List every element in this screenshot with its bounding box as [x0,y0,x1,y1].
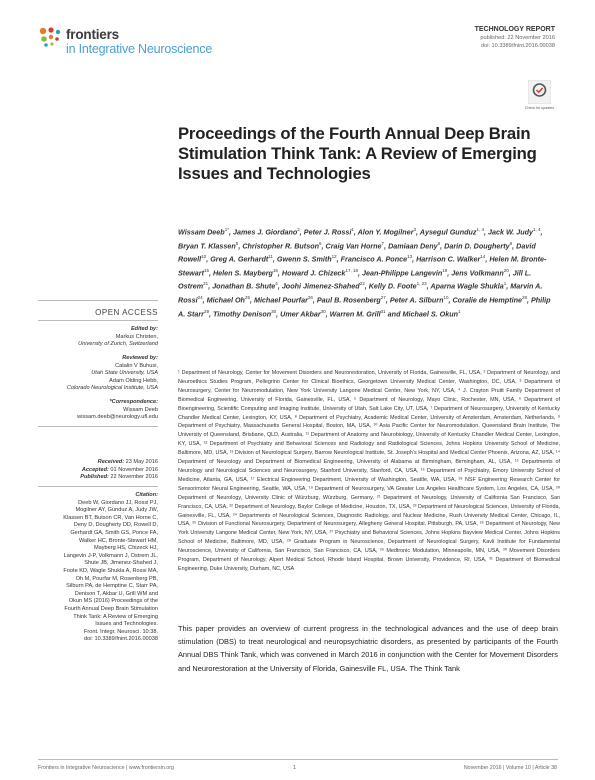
author-name[interactable]: Philip A. Starr [178,295,551,318]
author-name[interactable]: Coralie de Hemptine [452,295,522,305]
author-affil-ref: 6 [318,240,322,246]
citation-line: Fourth Annual Deep Brain Stimulation [64,605,158,612]
author-affil-ref: 14 [480,254,486,260]
author-affil-ref: 10 [443,294,449,300]
check-for-updates-icon[interactable] [528,80,551,104]
received-label: Received: [97,459,125,465]
author-name[interactable]: Jill L. Ostrem [178,268,532,291]
correspondence-block [38,399,158,422]
page-number: 1 [293,765,297,771]
author-affil-ref: 27 [380,294,386,300]
published-date: published: 22 November 2016 [480,35,555,41]
author-affil-ref: 30 [271,308,277,314]
author-affil-ref: 19 [442,267,448,273]
accepted-date: 01 November 2016 [110,466,158,473]
author-name[interactable]: Michael S. Okun [402,308,458,318]
citation-line: Mayberg HS, Chizeck HJ, [93,545,158,552]
reviewed-by-label: Reviewed by: [122,355,158,361]
author-name[interactable]: Michael Oh [206,295,245,305]
author-name[interactable]: Jean-Philippe Langevin [361,268,443,278]
author-name[interactable]: Marvin A. Rossi [178,281,543,305]
open-access-label: OPEN ACCESS [95,308,158,317]
journal-name: in Integrative Neuroscience [66,42,213,56]
author-name[interactable]: Umer Akbar [280,308,321,318]
author-name[interactable]: Jonathan B. Shute [212,281,276,291]
reviewer-affil: Colorado Neurological Institute, USA [66,385,158,392]
citation-block [38,492,158,644]
citation-line: Front. Integr. Neurosci. 10:38. [84,628,158,635]
dates-block [38,459,158,482]
author-affil-ref: 1, 4 [476,227,484,232]
citation-line: doi: 10.3389/fnint.2016.00038 [83,636,158,643]
author-affil-ref: 26 [307,294,313,300]
author-affil-ref: 1 [351,227,354,232]
author-affil-ref: 1 [458,308,461,314]
citation-line: Oh M, Pourfar M, Rosenberg PB, [75,575,158,582]
author-name[interactable]: Paul B. Rosenberg [316,295,381,305]
author-affil-ref: 10 [201,254,207,260]
author-name[interactable]: Jens Volkmann [451,268,504,278]
author-affil-ref: 28 [521,294,527,300]
author-affil-ref: 8 [437,240,441,246]
author-name[interactable]: Francisco A. Ponce [340,254,408,264]
author-name[interactable]: Christopher R. Butson [242,240,319,250]
citation-line: Denison T, Akbar U, Grill WM and [74,590,158,597]
editor-line: Markus Christen, [115,333,158,340]
author-name[interactable]: Alon Y. Mogilner [357,227,414,237]
citation-line: Shute JB, Jimenez-Shahed J, [84,560,158,567]
author-affil-ref: 1 [503,281,507,287]
received-date: 23 May 2016 [125,459,158,465]
author-name[interactable]: James J. Giordano [232,227,298,237]
reviewer-line: Catalin V Buhusi, [115,362,158,369]
doi[interactable]: doi: 10.3389/fnint.2016.00038 [480,43,555,49]
editor-affil: University of Zurich, Switzerland [78,341,158,348]
citation-line: Mogilner AY, Gunduz A, Judy JW, [75,507,158,514]
citation-text [38,500,158,644]
author-affil-ref: 9 [509,240,513,246]
edited-by-block [38,326,158,349]
citation-label: Citation: [135,492,158,498]
author-name[interactable]: Damiaan Deny [388,240,438,250]
author-affil-ref: 25 [244,294,250,300]
footer-divider [38,759,558,760]
author-name[interactable]: Darin D. Dougherty [444,240,510,250]
author-affil-ref: 31 [380,308,386,314]
author-name[interactable]: Greg A. Gerhardt [210,254,269,264]
author-name[interactable]: Gwenn S. Smith [276,254,332,264]
author-name[interactable]: Kelly D. Foote [368,281,417,291]
author-affil-ref: 15 [203,267,209,273]
article-title: Proceedings of the Fourth Annual Deep Brain Stimulation Think Tank: A Review of Emerging Issues and Technologies [178,124,537,183]
correspondence-label: *Correspondence: [109,399,158,405]
author-name[interactable]: Peter A. Silburn [389,295,444,305]
citation-line: Foote KD, Wagle Shukla A, Rossi MA, [63,567,158,574]
author-affil-ref: 20 [503,267,509,273]
author-name[interactable]: Michael Pourfar [253,295,308,305]
sidebar-divider [38,486,158,487]
author-affil-ref: 2 [297,227,300,232]
reviewer-line: Adam Olding Hebb, [109,377,158,384]
author-name[interactable]: Warren M. Grill [329,308,381,318]
author-affil-ref: 16 [272,267,278,273]
citation-line: Deeb W, Giordano JJ, Rossi PJ, [78,499,158,506]
author-name[interactable]: Timothy Denison [212,308,272,318]
sidebar-divider [38,320,158,321]
correspondence-name: Wissam Deeb [123,406,158,413]
frontiers-logo-icon [38,26,62,48]
author-name[interactable]: David Rowell [178,240,536,264]
author-affil-ref: 24 [197,294,203,300]
accepted-label: Accepted: [81,466,109,473]
check-for-updates-label: Check for updates [524,106,555,110]
citation-line: Gerhardt GA, Smith GS, Ponce FA, [70,529,158,536]
footer-issue: November 2016 | Volume 10 | Article 38 [463,765,557,771]
citation-line: Okun MS (2016) Proceedings of the [68,598,158,605]
citation-line: Klassen BT, Butson CR, Van Horne C, [63,514,158,521]
author-affil-ref: 13 [407,254,413,260]
author-affil-ref: 1, 23 [416,281,427,287]
footer-journal[interactable]: Frontiers in Integrative Neuroscience | www.frontiersin.org [38,765,174,771]
author-affil-ref: 29 [203,308,209,314]
author-name[interactable]: Aysegul Gunduz [419,227,477,237]
citation-line: Silburn PA, de Hemptine C, Starr PA, [66,583,158,590]
author-name[interactable]: Bryan T. Klassen [178,240,236,250]
author-name[interactable]: Craig Van Horne [325,240,382,250]
edited-by-label: Edited by: [130,326,158,332]
author-affil-ref: 12 [331,254,337,260]
correspondence-email[interactable]: wissam.deeb@neurology.ufl.edu [77,414,158,421]
author-affil-ref: 1, 4 [533,227,541,232]
citation-line: Deny D, Dougherty DD, Rowell D, [73,522,158,529]
author-affil-ref: 17, 18 [345,267,358,273]
author-affil-ref: 7 [381,240,385,246]
brand-name: frontiers [66,27,119,42]
author-list: Wissam Deeb$^{1*}$, James J. Giordano$^2$, Peter J. Rossi$^1$, Alon Y. Mogilner$^3$, Aysegul Gunduz$^{1, 4}$, Jack W. Judy$^{1, 4}$, Bryan T. Klassen$^5$, Christopher R. Butson$^6$, Craig Van Horne$^7$, Damiaan Deny$^8$, Darin D. Dougherty$^9$, David Rowell$^{10}$, Greg A. Gerhardt$^{11}$, Gwenn S. Smith$^{12}$, Francisco A. Ponce$^{13}$, Harrison C. Walker$^{14}$, Helen M. Bronte-Stewart$^{15}$, Helen S. Mayberg$^{16}$, Howard J. Chizeck$^{17, 18}$, Jean-Philippe Langevin$^{19}$, Jens Volkmann$^{20}$, Jill L. Ostrem$^{21}$, Jonathan B. Shute$^4$, Joohi Jimenez-Shahed$^{22}$, Kelly D. Foote$^{1, 23}$, Aparna Wagle Shukla$^1$, Marvin A. Rossi$^{24}$, Michael Oh$^{25}$, Michael Pourfar$^{26}$, Paul B. Rosenberg$^{27}$, Peter A. Silburn$^{10}$, Coralie de Hemptine$^{28}$, Philip A. Starr$^{29}$, Timothy Denison$^{30}$, Umer Akbar$^{30}$, Warren M. Grill$^{31}$ and Michael S. Okun$^1$ [178,227,551,318]
citation-line: Think Tank: A Review of Emerging [73,613,158,620]
author-name[interactable]: Joohi Jimenez-Shahed [281,281,360,291]
author-name[interactable]: Peter J. Rossi [303,227,352,237]
author-name[interactable]: Aparna Wagle Shukla [430,281,504,291]
author-affil-ref: 11 [268,254,273,260]
author-name[interactable]: Jack W. Judy [487,227,533,237]
author-name[interactable]: Helen M. Bronte-Stewart [178,254,547,278]
author-affil-ref: 1* [224,227,229,232]
affiliations: ¹ Department of Neurology, Center for Movement Disorders and Neurorestoration, University of Florida, Gainesville, FL, USA, ² Department of Neurology, and Neuroethics Studies Program, Pellegrino Center for Clinical Bioethics, Georgetown University Medical Center, Washington, DC, USA, ³ Department of Neurosurgery, Center for Neuromodulation, New York University Langone Medical Center, New York, NY, USA, ⁴ J. Crayton Pruitt Family Department of Biomedical Engineering, University of Florida, Gainesville, FL, USA, ⁵ Department of Neurology, Mayo Clinic, Rochester, MN, USA, ⁶ Department of Bioengineering, Scientific Computing and Imaging Institute, University of Utah, Salt Lake City, UT, USA, ⁷ Department of Neurosurgery, University of Kentucky Chandler Medical Center, Lexington, KY, USA, ⁸ Department of Psychiatry, Academic Medical Center, University of Amsterdam, Amsterdam, Netherlands, ⁹ Department of Psychiatry, Massachusetts General Hospital, Boston, MA, USA, ¹⁰ Asia Pacific Center for Neuromodulation, Queensland Brain Institute, The University of Queensland, Brisbane, QLD, Australia, ¹¹ Department of Anatomy and Neurobiology, University of Kentucky Chandler Medical Center, Lexington, KY, USA, ¹² Department of Psychiatry and Behavioral Sciences and Radiology and Radiological Sciences, Johns Hopkins University School of Medicine, Baltimore, MD, USA, ¹³ Division of Neurological Surgery, Barrow Neurological Institute, St. Joseph’s Hospital and Medical Center Phoenix, Arizona, AZ, USA, ¹⁴ Department of Neurology and Department of Biomedical Engineering, University of Alabama at Birmingham, Birmingham, AL, USA, ¹⁵ Departments of Neurology and Neurological Sciences and Neurosurgery, Stanford University, Stanford, CA, USA, ¹⁶ Department of Psychiatry, Emory University School of Medicine, Atlanta, GA, USA, ¹⁷ Electrical Engineering Department, University of Washington, Seattle, WA, USA, ¹⁸ NSF Engineering Research Center for Sensorimotor Neural Engineering, Seattle, WA, USA, ¹⁹ Department of Neurosurgery, VA Greater Los Angeles Healthcare System, Los Angeles, CA, USA, ²⁰ Department of Neurology, University Clinic of Würzburg, Würzburg, Germany, ²¹ Department of Neurology, University of California San Francisco, San Francisco, CA, USA, ²² Department of Neurology, Baylor College of Medicine, Houston, TX, USA, ²³ Department of Neurological Sciences, University of Florida, Gainesville, FL, USA, ²⁴ Departments of Neurological Sciences, Diagnostic Radiology, and Nuclear Medicine, Rush University Medical Center, Chicago, IL, USA, ²⁵ Division of Functional Neurosurgery, Department of Neurosurgery, Allegheny General Hospital, Pittsburgh, PA, USA, ²⁶ Department of Neurology, New York University Langone Medical Center, New York, NY, USA, ²⁷ Psychiatry and Behavioral Sciences, Johns Hopkins Bayview Medical Center, Johns Hopkins School of Medicine, Baltimore, MD, USA, ²⁸ Graduate Program in Neuroscience, Department of Neurological Surgery, Kavli Institute for Fundamental Neuroscience, University of California, San Francisco, San Francisco, CA, USA, ²⁹ Medtronic Modulation, Minneapolis, MN, USA, ³⁰ Movement Disorders Program, Department of Neurology, Alpert Medical School, Rhode Island Hospital, Brown University, Providence, RI, USA, ³¹ Department of Biomedical Engineering, Duke University, Durham, NC, USA [178,370,560,572]
author-affil-ref: 3 [413,227,417,232]
reviewed-by-block [38,355,158,393]
published-label: Published: [80,474,109,481]
author-affil-ref: 30 [320,308,326,314]
citation-line: Langevin J-P, Volkmann J, Ostrem JL, [63,552,158,559]
author-affil-ref: 4 [275,281,278,287]
citation-line: Issues and Technologies. [95,621,158,628]
published-date-side: 22 November 2016 [110,474,158,481]
author-affil-ref: 5 [235,240,239,246]
article-type: TECHNOLOGY REPORT [474,26,555,33]
reviewer-affil: Utah State University, USA [91,370,158,377]
abstract-text: This paper provides an overview of current progress in the technological advances and the use of deep brain stimulation (DBS) to treat neurological and neuropsychiatric disorders, as presented by participants of the Fourth Annual DBS Think Tank, which was convened in March 2016 in conjunction with the Center for Movement Disorders and Neurorestoration at the University of Florida, Gainesville FL, USA. The Think Tank [178,624,558,673]
author-name[interactable]: Wissam Deeb [178,227,225,237]
author-name[interactable]: Howard J. Chizeck [281,268,346,278]
sidebar-divider [38,300,158,301]
author-name[interactable]: Harrison C. Walker [416,254,481,264]
author-affil-ref: 22 [359,281,365,287]
author-affil-ref: 21 [203,281,209,287]
author-name[interactable]: Helen S. Mayberg [212,268,273,278]
citation-line: Walker HC, Bronte-Stewart HM, [78,537,158,544]
sidebar-divider [38,426,158,427]
